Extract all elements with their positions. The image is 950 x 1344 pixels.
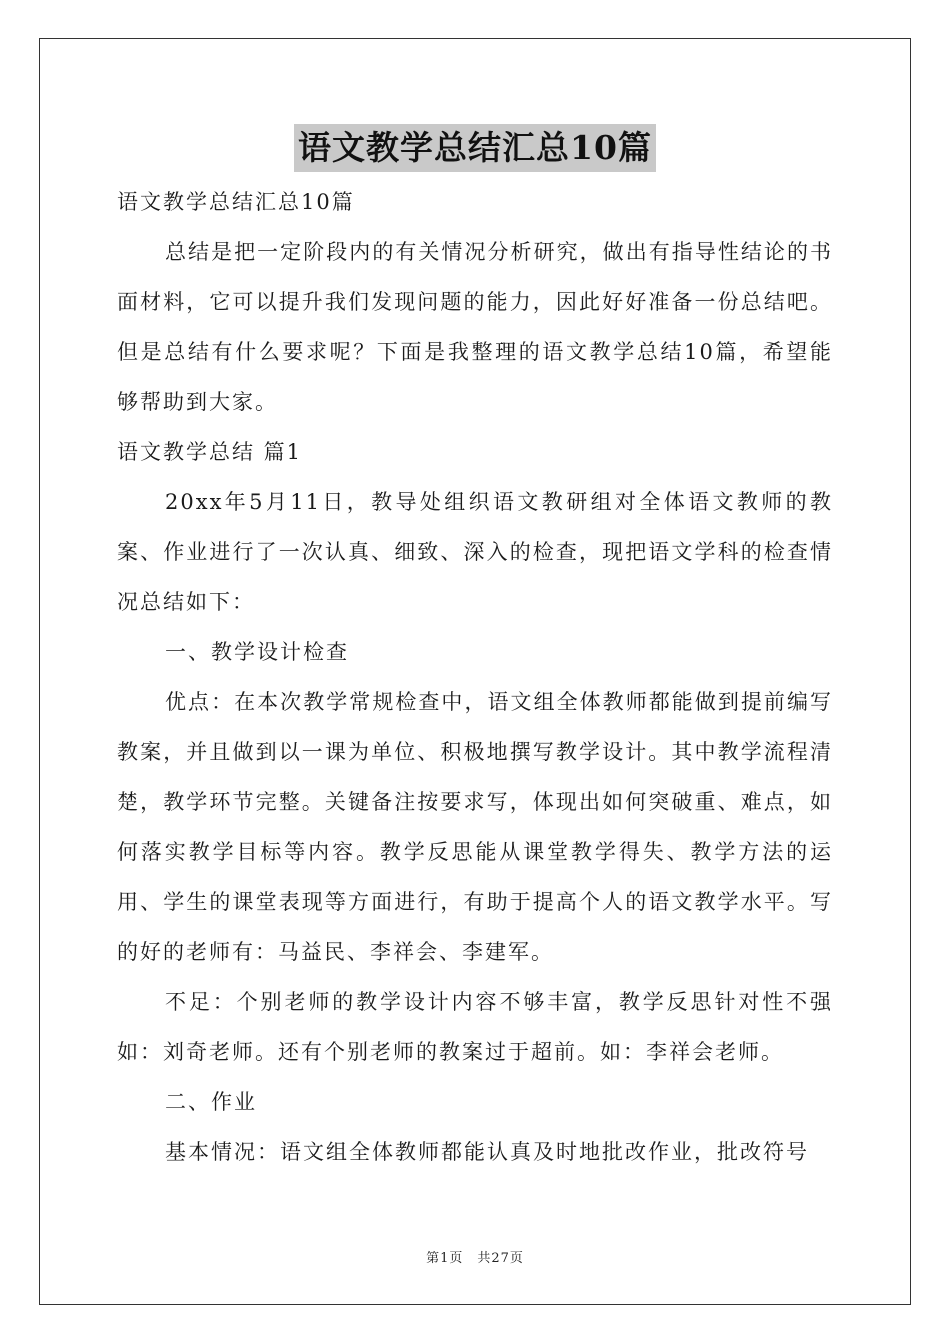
- document-title: 语文教学总结汇总10篇: [294, 124, 656, 172]
- paragraph: 优点：在本次教学常规检查中，语文组全体教师都能做到提前编写教案，并且做到以一课为单位、积极地撰写教学设计。其中教学流程清楚，教学环节完整。关键备注按要求写，体现出如何突破重、难点，如何落实教学目标等内容。教学反思能从课堂教学得失、教学方法的运用、学生的课堂表现等方面进行，有助于提高个人的语文教学水平。写的好的老师有：马益民、李祥会、李建军。: [117, 690, 833, 964]
- subsection-heading: 一、教学设计检查: [165, 640, 349, 664]
- paragraph: 语文教学总结汇总10篇: [117, 190, 355, 214]
- paragraph: 基本情况：语文组全体教师都能认真及时地批改作业，批改符号: [165, 1140, 809, 1164]
- paragraph: 不足：个别老师的教学设计内容不够丰富，教学反思针对性不强如：刘奇老师。还有个别老师的教案过于超前。如：李祥会老师。: [117, 990, 833, 1064]
- section-heading: 语文教学总结 篇1: [117, 440, 303, 464]
- paragraph: 20xx年5月11日，教导处组织语文教研组对全体语文教师的教案、作业进行了一次认真、细致、深入的检查，现把语文学科的检查情况总结如下：: [117, 490, 833, 614]
- document-body: [117, 177, 833, 1177]
- page-number: 第1页 共27页: [426, 1251, 524, 1266]
- paragraph: 总结是把一定阶段内的有关情况分析研究，做出有指导性结论的书面材料，它可以提升我们发现问题的能力，因此好好准备一份总结吧。但是总结有什么要求呢？下面是我整理的语文教学总结10篇，希望能够帮助到大家。: [117, 240, 833, 414]
- subsection-heading: 二、作业: [165, 1090, 257, 1114]
- document-title-wrapper: [0, 124, 950, 172]
